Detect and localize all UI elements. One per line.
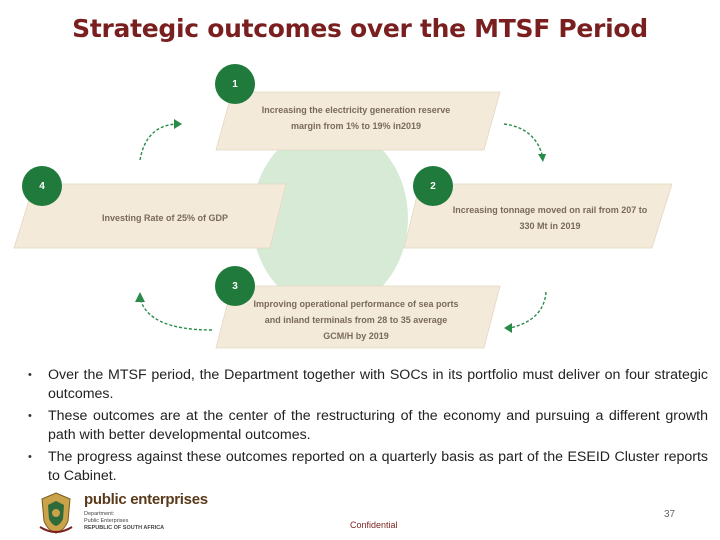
department-label: Department: Public Enterprises REPUBLIC OF SOUTH AFRICA — [84, 511, 165, 531]
arrow-3-to-4 — [140, 298, 212, 330]
outcome-number-2: 2 — [413, 166, 453, 206]
arrow-2-to-3 — [510, 292, 546, 328]
public-enterprises-logo — [36, 489, 216, 537]
page-number: 37 — [664, 509, 676, 520]
outcome-text-2: Increasing tonnage moved on rail from 207 to 330 Mt in 2019 — [452, 205, 648, 231]
outcome-number-1: 1 — [215, 64, 255, 104]
bullet-list — [28, 366, 708, 489]
outcome-number-3: 3 — [215, 266, 255, 306]
outcome-text-1: Increasing the electricity generation reserve margin from 1% to 19% in2019 — [261, 105, 451, 131]
arrow-2-to-3-head — [504, 323, 512, 333]
confidential-label: Confidential — [350, 520, 398, 530]
arrow-1-to-2 — [504, 124, 543, 158]
arrow-1-to-2-head — [538, 154, 546, 162]
arrow-4-to-1-head — [174, 119, 182, 129]
brand-name: public enterprises — [84, 491, 208, 508]
slide-title: Strategic outcomes over the MTSF Period — [72, 14, 648, 43]
coat-of-arms-icon — [36, 491, 76, 535]
arrow-3-to-4-head — [135, 292, 145, 302]
outcome-number-4: 4 — [22, 166, 62, 206]
arrow-4-to-1 — [140, 124, 176, 160]
outcome-text-3: Improving operational performance of sea ports and inland terminals from 28 to 35 average GCM/H by 2019 — [253, 299, 459, 341]
outcome-text-4: Investing Rate of 25% of GDP — [101, 213, 229, 223]
bullet-item: • Over the MTSF period, the Department together with SOCs in its portfolio must deliver on four strategic outcomes. — [28, 366, 708, 404]
bullet-item: • These outcomes are at the center of the restructuring of the economy and pursuing a different growth path with better developmental outcomes. — [28, 407, 708, 445]
bullet-item: • The progress against these outcomes reported on a quarterly basis as part of the ESEID Cluster reports to Cabinet. — [28, 448, 708, 486]
